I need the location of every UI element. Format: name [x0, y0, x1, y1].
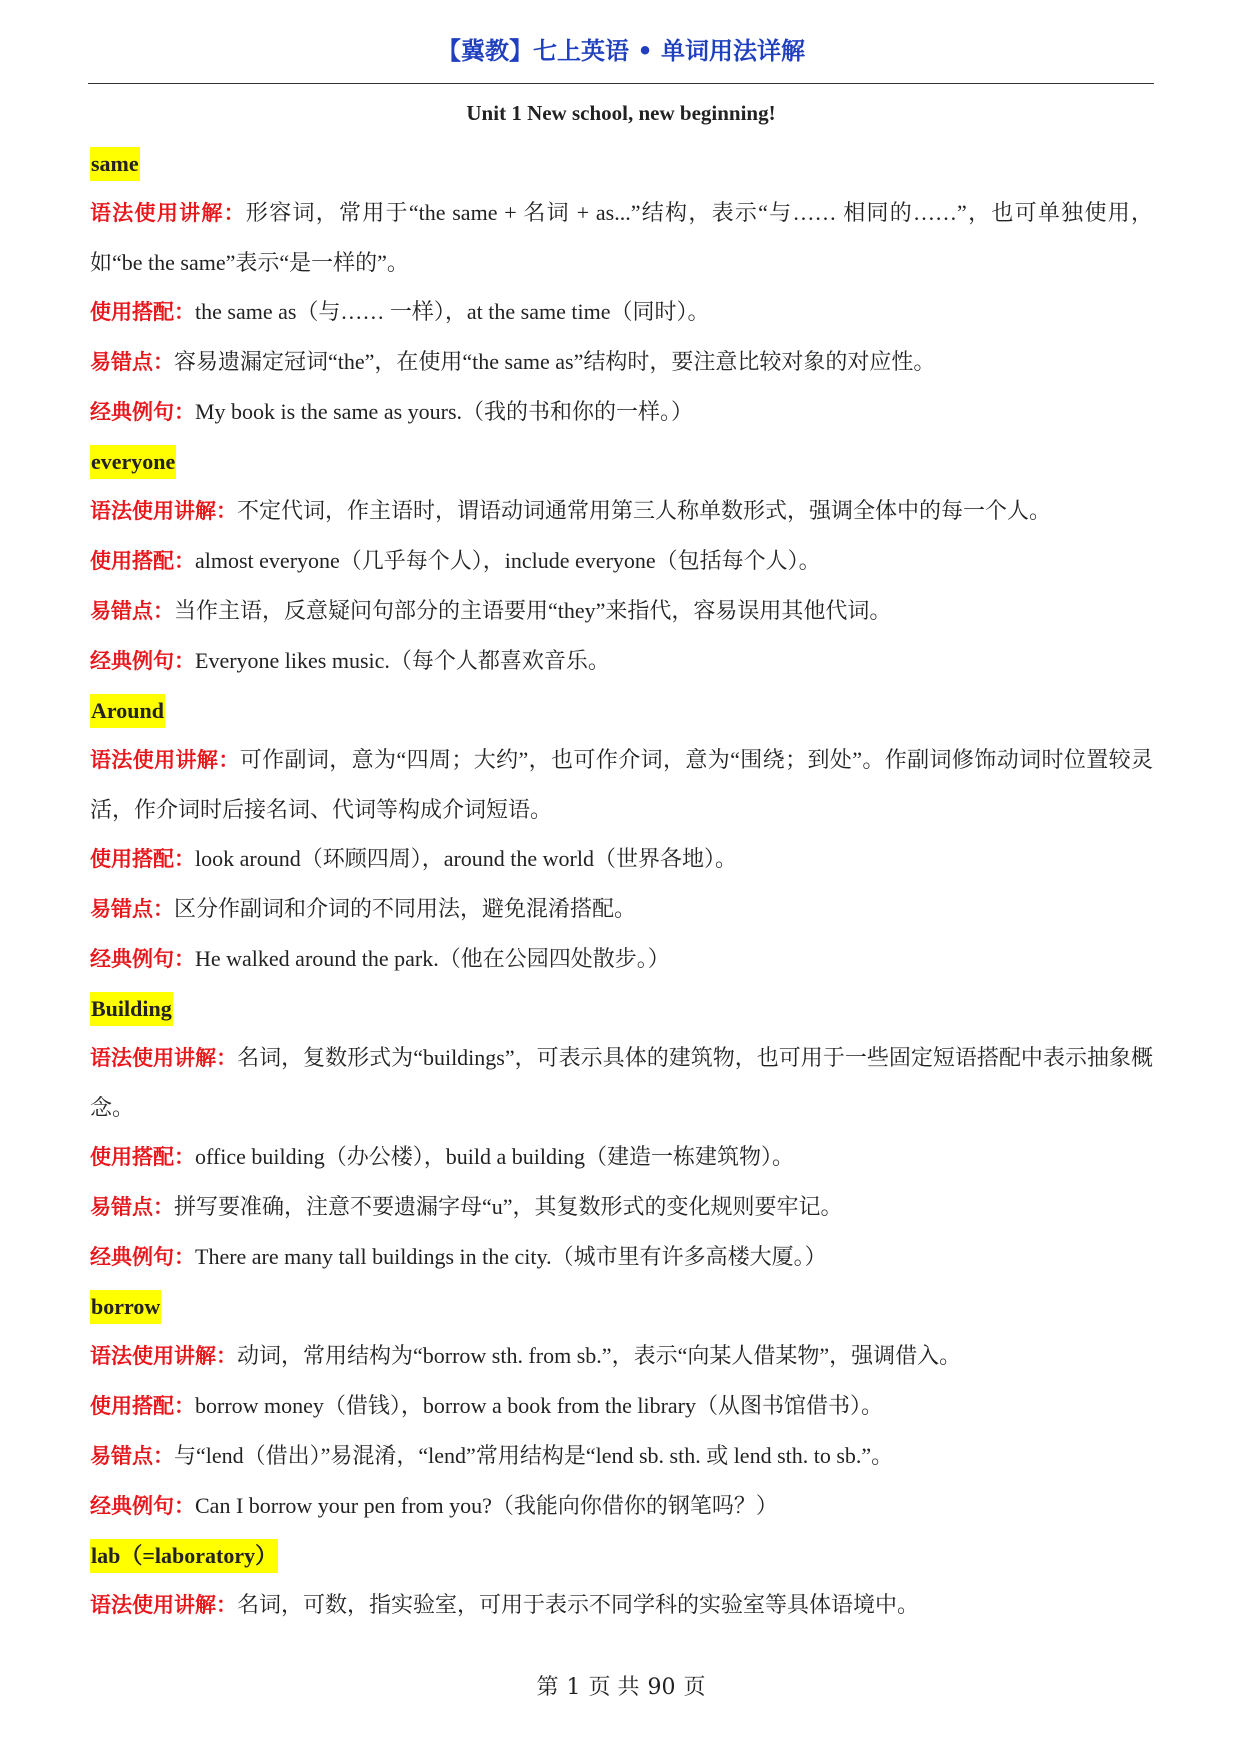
mistake-text: 容易遗漏定冠词“the”，在使用“the same as”结构时，要注意比较对象的对应性。 [174, 349, 936, 374]
example-text: My book is the same as yours.（我的书和你的一样。） [195, 399, 694, 424]
example-row [90, 934, 1153, 984]
example-row [90, 387, 1153, 437]
grammar-label: 语法使用讲解： [90, 748, 240, 772]
example-row [90, 1232, 1153, 1282]
collocation-row [90, 536, 1153, 586]
collocation-text: look around（环顾四周），around the world（世界各地）。 [195, 846, 737, 871]
example-label: 经典例句： [90, 400, 195, 424]
collocation-row [90, 1381, 1153, 1431]
mistake-text: 区分作副词和介词的不同用法，避免混淆搭配。 [174, 896, 637, 921]
example-label: 经典例句： [90, 649, 195, 673]
collocation-label: 使用搭配： [90, 1145, 195, 1169]
header-divider [88, 83, 1154, 84]
grammar-row [90, 1580, 1153, 1630]
footer-prefix: 第 [536, 1675, 559, 1700]
mistake-label: 易错点： [90, 599, 174, 623]
mistake-row [90, 884, 1153, 934]
document-header: 【冀教】七上英语 • 单词用法详解 [436, 37, 806, 65]
example-text: There are many tall buildings in the city.（城市里有许多高楼大厦。） [195, 1244, 827, 1269]
example-label: 经典例句： [90, 1494, 195, 1518]
mistake-text: 当作主语，反意疑问句部分的主语要用“they”来指代，容易误用其他代词。 [174, 598, 892, 623]
grammar-text: 形容词，常用于“the same + 名词 + as...”结构，表示“与…… 相同的……”，也可单独使用，如“be the same”表示“是一样的”。 [90, 200, 1153, 275]
collocation-text: the same as（与…… 一样），at the same time（同时）。 [195, 299, 710, 324]
collocation-row [90, 834, 1153, 884]
grammar-row [90, 188, 1153, 287]
vocab-word: Building [90, 992, 173, 1026]
collocation-label: 使用搭配： [90, 549, 195, 573]
mistake-label: 易错点： [90, 1444, 174, 1468]
vocab-entry-same [90, 139, 1153, 437]
mistake-row [90, 337, 1153, 387]
grammar-text: 名词，可数，指实验室，可用于表示不同学科的实验室等具体语境中。 [237, 1592, 920, 1617]
grammar-label: 语法使用讲解： [90, 1593, 237, 1617]
grammar-row [90, 486, 1153, 536]
vocab-entry-borrow [90, 1282, 1153, 1531]
vocab-word: Around [90, 694, 165, 728]
vocabulary-list [90, 139, 1153, 1630]
unit-title: Unit 1 New school, new beginning! [466, 101, 776, 125]
grammar-row [90, 1331, 1153, 1381]
page-number: 1 [566, 1675, 581, 1700]
example-row [90, 1481, 1153, 1531]
example-text: Can I borrow your pen from you?（我能向你借你的钢笔吗？） [195, 1493, 778, 1518]
grammar-label: 语法使用讲解： [90, 201, 246, 225]
page-footer [88, 1672, 1154, 1704]
mistake-label: 易错点： [90, 1195, 174, 1219]
mistake-text: 拼写要准确，注意不要遗漏字母“u”，其复数形式的变化规则要牢记。 [174, 1194, 843, 1219]
vocab-word: lab（=laboratory） [90, 1539, 278, 1573]
vocab-entry-lab [90, 1531, 1153, 1630]
grammar-text: 动词，常用结构为“borrow sth. from sb.”，表示“向某人借某物”，强调借入。 [237, 1343, 962, 1368]
collocation-row [90, 1132, 1153, 1182]
grammar-label: 语法使用讲解： [90, 1046, 238, 1070]
grammar-label: 语法使用讲解： [90, 1344, 237, 1368]
example-text: He walked around the park.（他在公园四处散步。） [195, 946, 670, 971]
vocab-entry-around [90, 686, 1153, 984]
example-text: Everyone likes music.（每个人都喜欢音乐。 [195, 648, 610, 673]
example-row [90, 636, 1153, 686]
collocation-label: 使用搭配： [90, 1394, 195, 1418]
collocation-text: almost everyone（几乎每个人），include everyone（包括每个人）。 [195, 548, 821, 573]
grammar-text: 名词，复数形式为“buildings”，可表示具体的建筑物，也可用于一些固定短语搭配中表示抽象概念。 [90, 1045, 1153, 1120]
vocab-entry-everyone [90, 437, 1153, 686]
grammar-text: 可作副词，意为“四周；大约”，也可作介词，意为“围绕；到处”。作副词修饰动词时位置较灵活，作介词时后接名词、代词等构成介词短语。 [90, 747, 1154, 822]
grammar-row [90, 735, 1153, 834]
collocation-text: office building（办公楼），build a building（建造一栋建筑物）。 [195, 1144, 795, 1169]
example-label: 经典例句： [90, 947, 195, 971]
grammar-label: 语法使用讲解： [90, 499, 237, 523]
vocab-word: everyone [90, 445, 176, 479]
mistake-row [90, 1431, 1153, 1481]
vocab-entry-building [90, 984, 1153, 1282]
collocation-row [90, 287, 1153, 337]
grammar-row [90, 1033, 1153, 1132]
mistake-text: 与“lend（借出）”易混淆，“lend”常用结构是“lend sb. sth. 或 lend sth. to sb.”。 [174, 1443, 894, 1468]
collocation-label: 使用搭配： [90, 847, 195, 871]
example-label: 经典例句： [90, 1245, 195, 1269]
vocab-word: same [90, 147, 140, 181]
footer-mid: 页 共 [588, 1675, 640, 1700]
vocab-word: borrow [90, 1290, 161, 1324]
collocation-text: borrow money（借钱），borrow a book from the library（从图书馆借书）。 [195, 1393, 884, 1418]
collocation-label: 使用搭配： [90, 300, 195, 324]
footer-suffix: 页 [683, 1675, 706, 1700]
mistake-row [90, 1182, 1153, 1232]
page-total: 90 [647, 1675, 676, 1700]
mistake-label: 易错点： [90, 897, 174, 921]
mistake-label: 易错点： [90, 350, 174, 374]
grammar-text: 不定代词，作主语时，谓语动词通常用第三人称单数形式，强调全体中的每一个人。 [237, 498, 1052, 523]
mistake-row [90, 586, 1153, 636]
